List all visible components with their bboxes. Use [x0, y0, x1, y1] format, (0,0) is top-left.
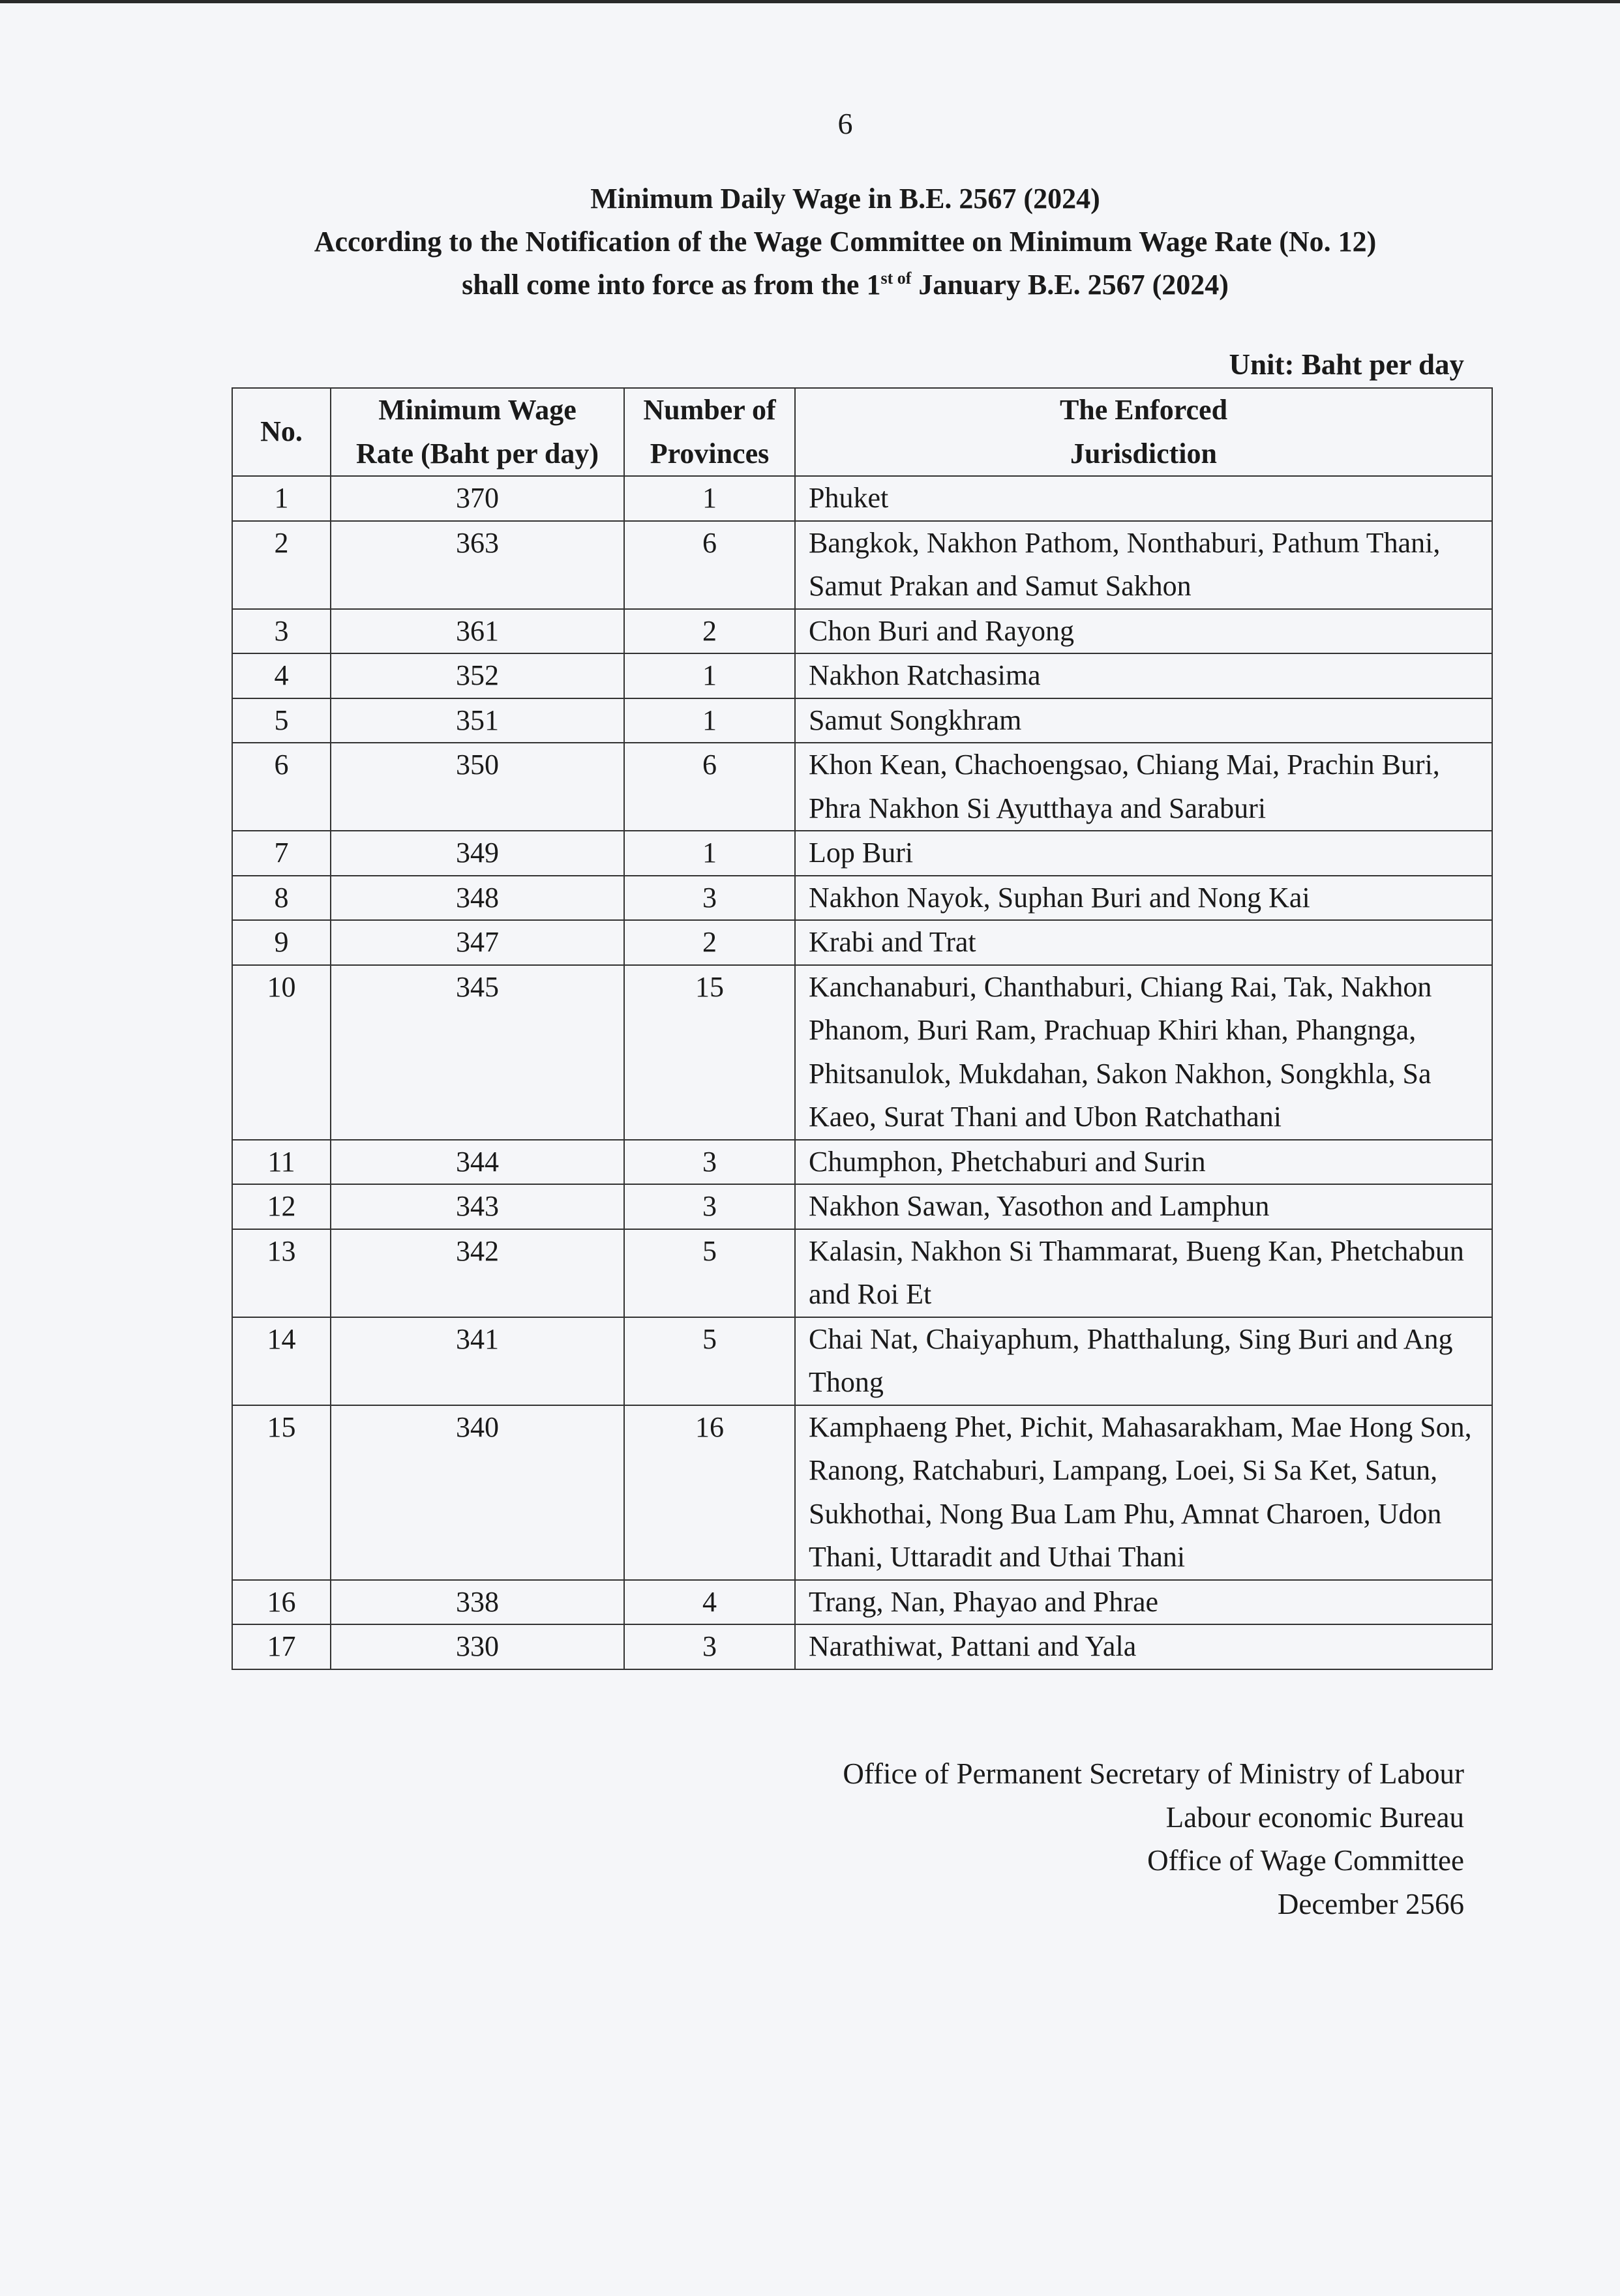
cell-wage-rate: 348 — [331, 876, 624, 921]
cell-wage-rate: 341 — [331, 1317, 624, 1405]
cell-wage-rate: 340 — [331, 1405, 624, 1580]
issuing-office-block — [717, 1752, 1464, 1926]
document-heading — [0, 177, 1620, 306]
table-row — [232, 1317, 1492, 1405]
cell-jurisdiction: Nakhon Sawan, Yasothon and Lamphun — [795, 1184, 1492, 1229]
cell-no: 1 — [232, 476, 331, 521]
header-number-of-provinces: Number of Provinces — [624, 388, 795, 476]
cell-province-count: 1 — [624, 831, 795, 876]
cell-wage-rate: 342 — [331, 1229, 624, 1317]
cell-jurisdiction: Krabi and Trat — [795, 920, 1492, 965]
cell-jurisdiction: Chumphon, Phetchaburi and Surin — [795, 1140, 1492, 1185]
minimum-wage-table — [232, 387, 1493, 1670]
cell-jurisdiction: Nakhon Nayok, Suphan Buri and Nong Kai — [795, 876, 1492, 921]
cell-no: 7 — [232, 831, 331, 876]
cell-jurisdiction: Trang, Nan, Phayao and Phrae — [795, 1580, 1492, 1625]
heading-ordinal-superscript: st of — [880, 269, 912, 288]
cell-jurisdiction: Narathiwat, Pattani and Yala — [795, 1624, 1492, 1669]
cell-wage-rate: 363 — [331, 521, 624, 609]
heading-line-3-end: January B.E. 2567 (2024) — [911, 269, 1229, 301]
cell-no: 10 — [232, 965, 331, 1140]
cell-wage-rate: 330 — [331, 1624, 624, 1669]
cell-province-count: 2 — [624, 609, 795, 654]
heading-line-3 — [0, 263, 1620, 306]
cell-no: 13 — [232, 1229, 331, 1317]
cell-province-count: 16 — [624, 1405, 795, 1580]
office-date: December 2566 — [1277, 1887, 1464, 1920]
heading-line-2: According to the Notification of the Wage Committee on Minimum Wage Rate (No. 12) — [314, 226, 1377, 258]
table-row — [232, 920, 1492, 965]
page-top-edge — [0, 0, 1620, 3]
cell-no: 14 — [232, 1317, 331, 1405]
cell-jurisdiction: Nakhon Ratchasima — [795, 653, 1492, 698]
table-row — [232, 1229, 1492, 1317]
cell-province-count: 2 — [624, 920, 795, 965]
cell-no: 15 — [232, 1405, 331, 1580]
cell-province-count: 4 — [624, 1580, 795, 1625]
cell-no: 17 — [232, 1624, 331, 1669]
cell-wage-rate: 347 — [331, 920, 624, 965]
cell-wage-rate: 344 — [331, 1140, 624, 1185]
cell-no: 16 — [232, 1580, 331, 1625]
table-row — [232, 1184, 1492, 1229]
cell-jurisdiction: Phuket — [795, 476, 1492, 521]
cell-jurisdiction: Chon Buri and Rayong — [795, 609, 1492, 654]
cell-province-count: 3 — [624, 1624, 795, 1669]
cell-wage-rate: 351 — [331, 698, 624, 743]
table-row — [232, 1405, 1492, 1580]
table-row — [232, 1580, 1492, 1625]
heading-line-1: Minimum Daily Wage in B.E. 2567 (2024) — [590, 183, 1100, 215]
cell-no: 12 — [232, 1184, 331, 1229]
cell-wage-rate: 343 — [331, 1184, 624, 1229]
cell-no: 2 — [232, 521, 331, 609]
cell-wage-rate: 350 — [331, 743, 624, 831]
cell-jurisdiction: Chai Nat, Chaiyaphum, Phatthalung, Sing Buri and Ang Thong — [795, 1317, 1492, 1405]
cell-province-count: 3 — [624, 1184, 795, 1229]
header-enforced-jurisdiction: The Enforced Jurisdiction — [795, 388, 1492, 476]
header-minimum-wage-rate: Minimum Wage Rate (Baht per day) — [331, 388, 624, 476]
cell-province-count: 1 — [624, 653, 795, 698]
cell-province-count: 3 — [624, 876, 795, 921]
table-row — [232, 1140, 1492, 1185]
header-no: No. — [232, 388, 331, 476]
cell-no: 9 — [232, 920, 331, 965]
cell-province-count: 1 — [624, 698, 795, 743]
office-line-1: Office of Permanent Secretary of Ministry of Labour — [843, 1757, 1464, 1790]
table-row — [232, 698, 1492, 743]
table-row — [232, 965, 1492, 1140]
cell-jurisdiction: Kalasin, Nakhon Si Thammarat, Bueng Kan, Phetchabun and Roi Et — [795, 1229, 1492, 1317]
cell-wage-rate: 352 — [331, 653, 624, 698]
office-line-3: Office of Wage Committee — [1147, 1844, 1464, 1877]
cell-jurisdiction: Kamphaeng Phet, Pichit, Mahasarakham, Mae Hong Son, Ranong, Ratchaburi, Lampang, Loei, Si Sa Ket, Satun, Sukhothai, Nong Bua Lam Phu, Amnat Charoen, Udon Thani, Uttaradit and Uthai Thani — [795, 1405, 1492, 1580]
table-row — [232, 476, 1492, 521]
page-number: 6 — [837, 107, 853, 140]
cell-province-count: 3 — [624, 1140, 795, 1185]
cell-province-count: 5 — [624, 1317, 795, 1405]
cell-province-count: 6 — [624, 743, 795, 831]
cell-no: 8 — [232, 876, 331, 921]
table-row — [232, 876, 1492, 921]
heading-line-3-start: shall come into force as from the 1 — [462, 269, 881, 301]
table-row — [232, 609, 1492, 654]
cell-wage-rate: 361 — [331, 609, 624, 654]
cell-province-count: 15 — [624, 965, 795, 1140]
cell-no: 5 — [232, 698, 331, 743]
table-row — [232, 831, 1492, 876]
table-body — [232, 476, 1492, 1669]
cell-wage-rate: 370 — [331, 476, 624, 521]
cell-jurisdiction: Samut Songkhram — [795, 698, 1492, 743]
table-header-row — [232, 388, 1492, 476]
cell-jurisdiction: Kanchanaburi, Chanthaburi, Chiang Rai, Tak, Nakhon Phanom, Buri Ram, Prachuap Khiri khan, Phangnga, Phitsanulok, Mukdahan, Sakon Nakhon, Songkhla, Sa Kaeo, Surat Thani and Ubon Ratchathani — [795, 965, 1492, 1140]
cell-province-count: 6 — [624, 521, 795, 609]
cell-no: 4 — [232, 653, 331, 698]
table-row — [232, 521, 1492, 609]
office-line-2: Labour economic Bureau — [1165, 1800, 1464, 1834]
cell-jurisdiction: Lop Buri — [795, 831, 1492, 876]
cell-jurisdiction: Khon Kean, Chachoengsao, Chiang Mai, Prachin Buri, Phra Nakhon Si Ayutthaya and Saraburi — [795, 743, 1492, 831]
table-row — [232, 1624, 1492, 1669]
cell-no: 11 — [232, 1140, 331, 1185]
cell-no: 3 — [232, 609, 331, 654]
cell-province-count: 1 — [624, 476, 795, 521]
cell-province-count: 5 — [624, 1229, 795, 1317]
cell-jurisdiction: Bangkok, Nakhon Pathom, Nonthaburi, Pathum Thani, Samut Prakan and Samut Sakhon — [795, 521, 1492, 609]
cell-no: 6 — [232, 743, 331, 831]
table-row — [232, 653, 1492, 698]
unit-label: Unit: Baht per day — [1229, 348, 1464, 381]
table-row — [232, 743, 1492, 831]
cell-wage-rate: 345 — [331, 965, 624, 1140]
cell-wage-rate: 338 — [331, 1580, 624, 1625]
cell-wage-rate: 349 — [331, 831, 624, 876]
